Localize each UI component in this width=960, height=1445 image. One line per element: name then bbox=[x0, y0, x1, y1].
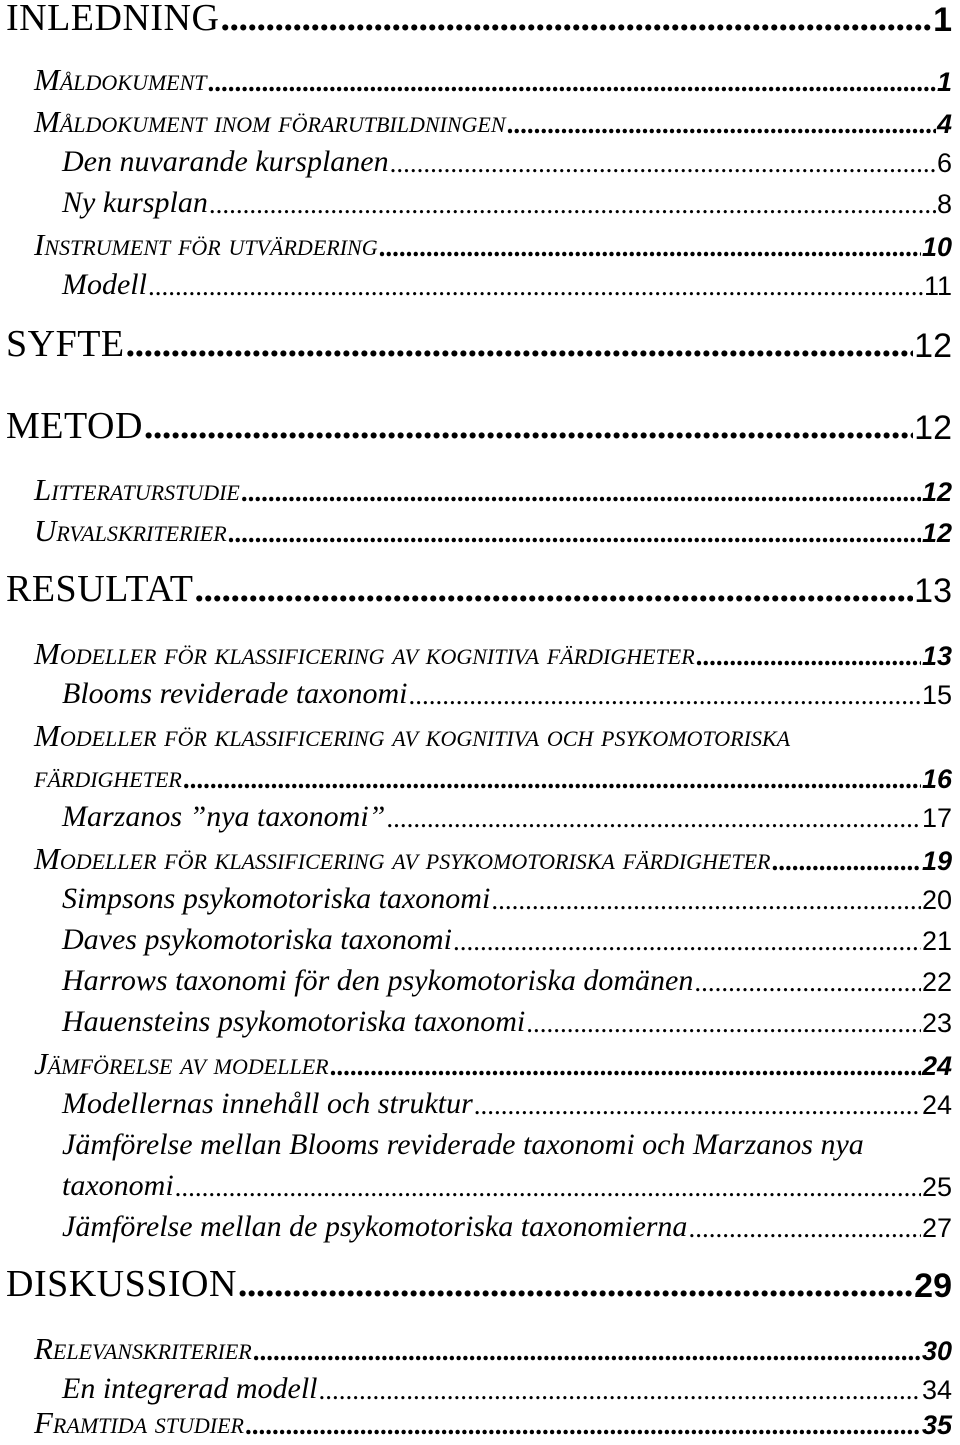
toc-title: Instrument för utvärdering bbox=[34, 227, 378, 262]
toc-entry-diskussion[interactable] bbox=[6, 1262, 952, 1306]
toc-page-number: 13 bbox=[914, 572, 952, 610]
dot-leader bbox=[526, 1008, 921, 1039]
dot-leader bbox=[453, 926, 921, 957]
toc-title: Blooms reviderade taxonomi bbox=[62, 677, 408, 710]
dot-leader bbox=[175, 1172, 921, 1203]
toc-entry-urvalskriterier[interactable] bbox=[34, 513, 952, 549]
toc-entry-hauensteins[interactable] bbox=[62, 1005, 952, 1039]
toc-entry-relevanskriterier[interactable] bbox=[34, 1331, 952, 1367]
toc-title: taxonomi bbox=[62, 1169, 174, 1202]
toc-title: INLEDNING bbox=[6, 0, 220, 39]
dot-leader bbox=[386, 803, 921, 834]
toc-page-number: 27 bbox=[921, 1213, 952, 1243]
toc-page-number: 19 bbox=[921, 846, 952, 876]
dot-leader bbox=[694, 967, 921, 998]
toc-entry-instrument[interactable] bbox=[34, 227, 952, 263]
toc-page-number: 22 bbox=[921, 967, 952, 997]
toc-entry-resultat[interactable] bbox=[6, 567, 952, 611]
dot-leader bbox=[241, 477, 921, 508]
dot-leader bbox=[220, 0, 932, 40]
toc-entry-modeller-kognitiva-psykomotoriska[interactable] bbox=[34, 759, 952, 795]
toc-title: Harrows taxonomi för den psykomotoriska domänen bbox=[62, 964, 694, 997]
toc-page-number: 23 bbox=[921, 1008, 952, 1038]
toc-title: Daves psykomotoriska taxonomi bbox=[62, 923, 452, 956]
toc-title: Modeller för klassificering av psykomotoriska färdigheter bbox=[34, 841, 771, 876]
toc-title: Relevanskriterier bbox=[34, 1331, 252, 1366]
toc-title: Jämförelse mellan de psykomotoriska taxonomierna bbox=[62, 1210, 688, 1243]
toc-page-number: 1 bbox=[933, 1, 952, 39]
dot-leader bbox=[319, 1375, 921, 1406]
dot-leader bbox=[507, 109, 936, 140]
toc-page-number: 29 bbox=[914, 1267, 952, 1305]
toc-entry-ny-kursplan[interactable] bbox=[62, 186, 952, 220]
toc-title: Litteraturstudie bbox=[34, 472, 240, 507]
dot-leader bbox=[253, 1336, 921, 1367]
toc-page-number: 4 bbox=[936, 109, 952, 139]
dot-leader bbox=[148, 271, 923, 302]
toc-page-number: 6 bbox=[936, 148, 952, 178]
dot-leader bbox=[194, 567, 913, 611]
toc-entry-jamforelse-av-modeller[interactable] bbox=[34, 1046, 952, 1082]
dot-leader bbox=[491, 885, 921, 916]
toc-title: SYFTE bbox=[6, 323, 125, 365]
toc-title: Hauensteins psykomotoriska taxonomi bbox=[62, 1005, 526, 1038]
toc-title: Framtida studier bbox=[34, 1405, 244, 1440]
toc-page-number: 12 bbox=[921, 477, 952, 507]
dot-leader bbox=[144, 404, 913, 448]
toc-page-number: 21 bbox=[921, 926, 952, 956]
toc-title: DISKUSSION bbox=[6, 1263, 237, 1305]
toc-entry-modeller-kognitiva[interactable] bbox=[34, 636, 952, 672]
dot-leader bbox=[126, 322, 914, 366]
dot-leader bbox=[771, 846, 920, 877]
toc-entry-syfte[interactable] bbox=[6, 322, 952, 366]
toc-title: RESULTAT bbox=[6, 568, 194, 610]
toc-entry-wrapped-line[interactable]: Modeller för klassificering av kognitiva och psykomotoriska bbox=[34, 718, 791, 753]
dot-leader bbox=[688, 1213, 921, 1244]
dot-leader bbox=[245, 1410, 921, 1441]
toc-entry-jamforelse-psykomotoriska[interactable] bbox=[62, 1210, 952, 1244]
dot-leader bbox=[379, 232, 921, 263]
toc-entry-litteraturstudie[interactable] bbox=[34, 472, 952, 508]
toc-page-number: 10 bbox=[921, 232, 952, 262]
toc-page-number: 1 bbox=[936, 67, 952, 97]
toc-page-number: 16 bbox=[921, 764, 952, 794]
toc-page-number: 24 bbox=[921, 1051, 952, 1081]
toc-page-number: 11 bbox=[923, 271, 952, 301]
toc-page-number: 12 bbox=[914, 409, 952, 447]
dot-leader bbox=[474, 1090, 921, 1121]
dot-leader bbox=[208, 67, 936, 98]
toc-title: Urvalskriterier bbox=[34, 513, 227, 548]
toc-title: Jämförelse av modeller bbox=[34, 1046, 329, 1081]
toc-title: METOD bbox=[6, 405, 143, 447]
toc-entry-nuvarande-kursplanen[interactable] bbox=[62, 145, 952, 179]
toc-page-number: 25 bbox=[921, 1172, 952, 1202]
toc-entry-framtida-studier[interactable] bbox=[34, 1405, 952, 1441]
toc-page-number: 35 bbox=[921, 1410, 952, 1440]
toc-page-number: 20 bbox=[921, 885, 952, 915]
toc-page-number: 8 bbox=[936, 189, 952, 219]
toc-title: Modeller för klassificering av kognitiva färdigheter bbox=[34, 636, 695, 671]
toc-title: Måldokument bbox=[34, 62, 207, 97]
dot-leader bbox=[696, 641, 921, 672]
dot-leader bbox=[183, 764, 921, 795]
toc-title: färdigheter bbox=[34, 759, 182, 794]
toc-entry-wrapped-line[interactable]: Jämförelse mellan Blooms reviderade taxonomi och Marzanos nya bbox=[62, 1128, 864, 1161]
toc-title: Den nuvarande kursplanen bbox=[62, 145, 389, 178]
toc-entry-inledning[interactable] bbox=[6, 0, 952, 40]
toc-title: Modell bbox=[62, 268, 147, 301]
dot-leader bbox=[209, 189, 936, 220]
toc-page-number: 34 bbox=[921, 1375, 952, 1405]
toc-title: Marzanos ”nya taxonomi” bbox=[62, 800, 386, 833]
toc-entry-blooms[interactable] bbox=[62, 677, 952, 711]
toc-entry-integrerad-modell[interactable] bbox=[62, 1372, 952, 1406]
toc-title: Ny kursplan bbox=[62, 186, 208, 219]
dot-leader bbox=[390, 148, 936, 179]
toc-entry-modell[interactable] bbox=[62, 268, 952, 302]
toc-entry-jamforelse-blooms-marzanos[interactable] bbox=[62, 1169, 952, 1203]
toc-entry-simpsons[interactable] bbox=[62, 882, 952, 916]
toc-entry-maldokument[interactable] bbox=[34, 62, 952, 98]
toc-entry-modeller-psykomotoriska[interactable] bbox=[34, 841, 952, 877]
toc-page-number: 15 bbox=[921, 680, 952, 710]
toc-page-number: 13 bbox=[921, 641, 952, 671]
toc-entry-maldokument-forarutbildningen[interactable] bbox=[34, 104, 952, 140]
toc-entry-innehall-struktur[interactable] bbox=[62, 1087, 952, 1121]
toc-page-number: 12 bbox=[914, 327, 952, 365]
toc-page-number: 24 bbox=[921, 1090, 952, 1120]
toc-page-number: 12 bbox=[921, 518, 952, 548]
toc-entry-metod[interactable] bbox=[6, 404, 952, 448]
toc-title: Måldokument inom förarutbildningen bbox=[34, 104, 506, 139]
dot-leader bbox=[228, 518, 921, 549]
toc-title: Simpsons psykomotoriska taxonomi bbox=[62, 882, 491, 915]
toc-entry-daves[interactable] bbox=[62, 923, 952, 957]
dot-leader bbox=[330, 1051, 921, 1082]
toc-page-number: 30 bbox=[921, 1336, 952, 1366]
toc-title: Modellernas innehåll och struktur bbox=[62, 1087, 473, 1120]
dot-leader bbox=[408, 680, 920, 711]
toc-entry-marzanos[interactable] bbox=[62, 800, 952, 834]
toc-title: En integrerad modell bbox=[62, 1372, 318, 1405]
dot-leader bbox=[238, 1262, 913, 1306]
toc-entry-harrows[interactable] bbox=[62, 964, 952, 998]
toc-page-number: 17 bbox=[921, 803, 952, 833]
